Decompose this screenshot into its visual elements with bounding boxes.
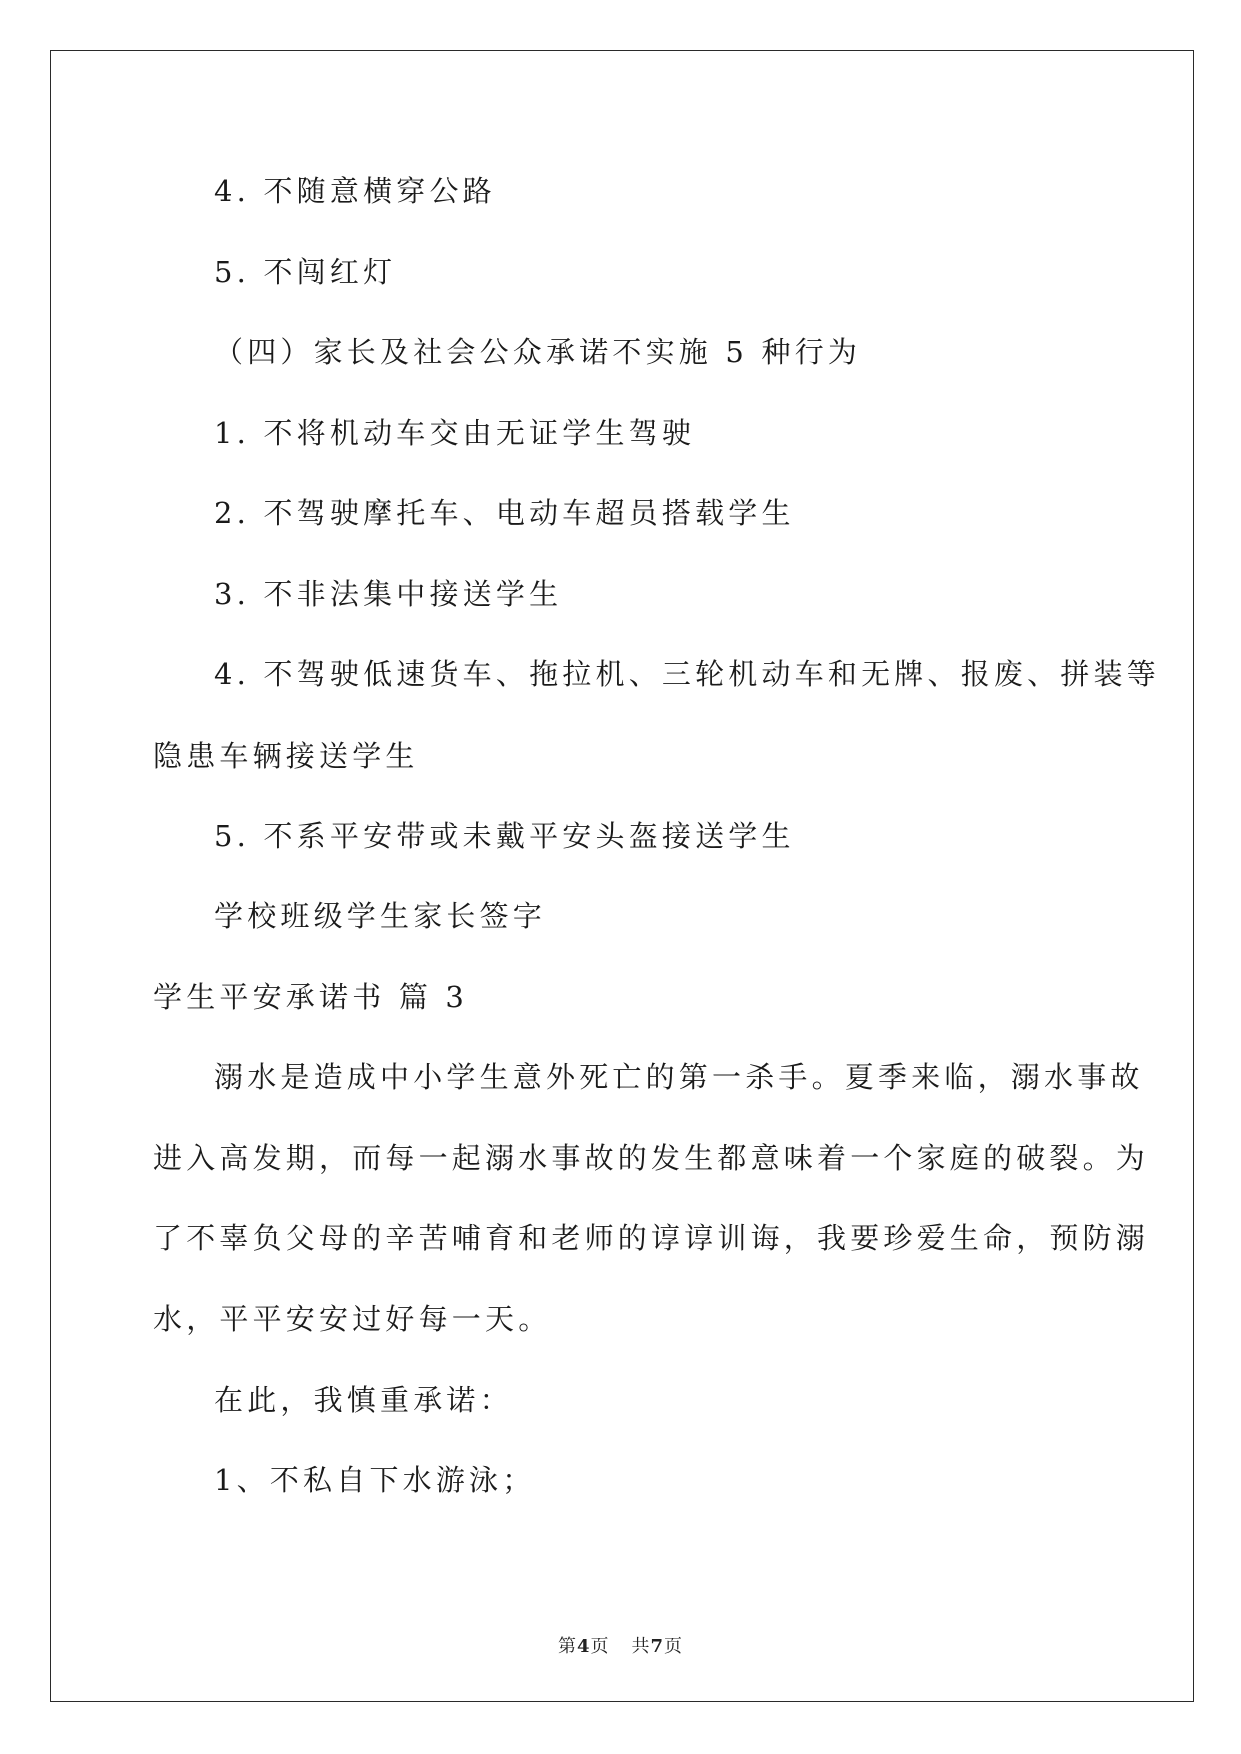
list-item: 1、不私自下水游泳； xyxy=(214,1463,536,1497)
paragraph-line: 进入高发期，而每一起溺水事故的发生都意味着一个家庭的破裂。为 xyxy=(153,1141,1150,1175)
paragraph-line: 水，平平安安过好每一天。 xyxy=(153,1302,552,1336)
list-item: 2. 不驾驶摩托车、电动车超员搭载学生 xyxy=(214,496,795,530)
section-heading: （四）家长及社会公众承诺不实施 5 种行为 xyxy=(214,335,862,369)
list-item: 1. 不将机动车交由无证学生驾驶 xyxy=(214,416,696,450)
footer-page-suffix: 页 xyxy=(590,1636,610,1657)
footer-prefix: 第 xyxy=(557,1636,577,1657)
paragraph-line: 了不辜负父母的辛苦哺育和老师的谆谆训诲，我要珍爱生命，预防溺 xyxy=(153,1221,1150,1255)
list-item: 5. 不闯红灯 xyxy=(214,255,397,289)
document-heading: 学生平安承诺书 篇 3 xyxy=(153,980,469,1014)
footer-total-suffix: 页 xyxy=(664,1636,684,1657)
paragraph-line: 溺水是造成中小学生意外死亡的第一杀手。夏季来临，溺水事故 xyxy=(214,1060,1144,1094)
signature-line: 学校班级学生家长签字 xyxy=(214,899,547,933)
list-item: 4. 不随意横穿公路 xyxy=(214,174,496,208)
footer-total-prefix: 共 xyxy=(631,1636,651,1657)
paragraph-line: 在此，我慎重承诺： xyxy=(214,1383,513,1417)
list-item: 4. 不驾驶低速货车、拖拉机、三轮机动车和无牌、报废、拼装等 xyxy=(214,657,1160,691)
total-page-number: 7 xyxy=(650,1636,665,1657)
page-border xyxy=(50,50,1194,1702)
page-footer xyxy=(0,1632,1241,1658)
current-page-number: 4 xyxy=(576,1636,591,1657)
list-item-continuation: 隐患车辆接送学生 xyxy=(153,739,419,773)
list-item: 5. 不系平安带或未戴平安头盔接送学生 xyxy=(214,819,795,853)
list-item: 3. 不非法集中接送学生 xyxy=(214,577,563,611)
